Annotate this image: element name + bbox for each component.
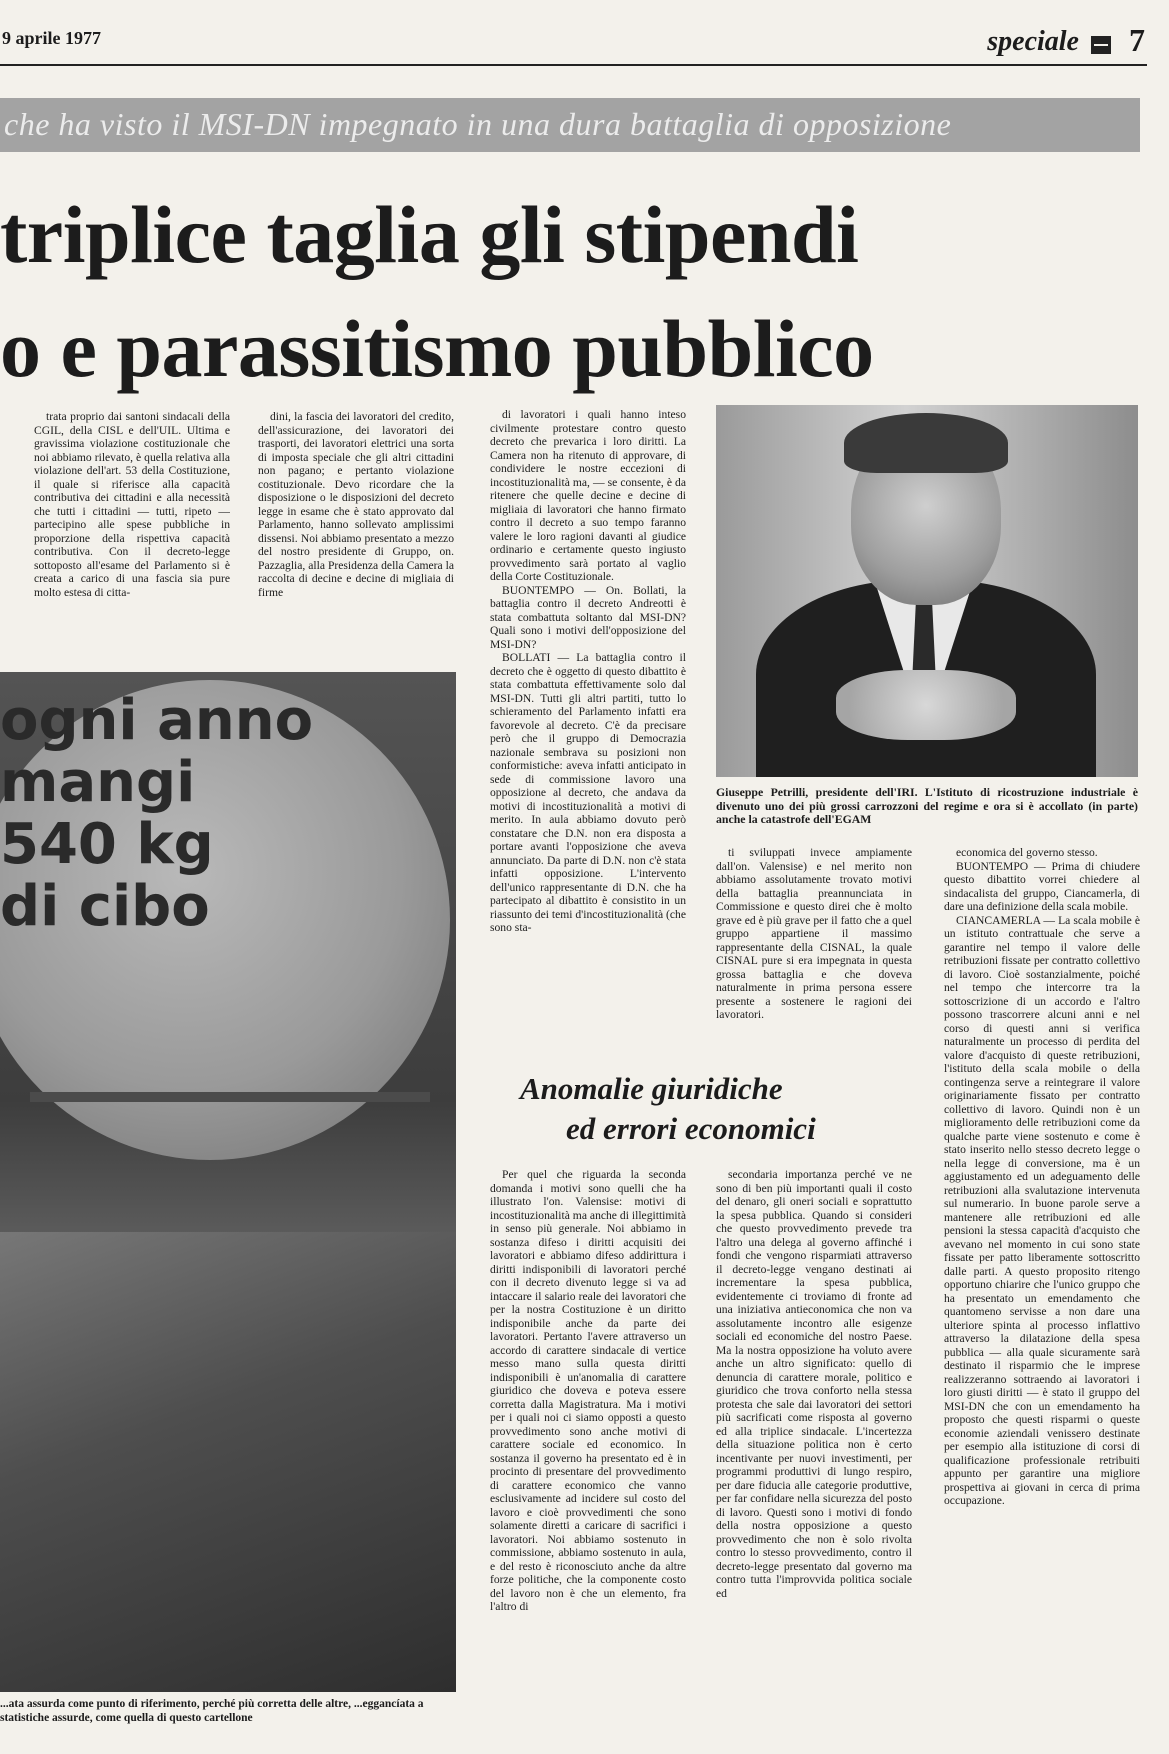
billboard-line: ogni anno (0, 688, 314, 753)
paragraph: CIANCAMERLA — La scala mobile è un istituto contrattuale che serve a garantire nel tempo il valore delle retribuzioni fissate per contratto collettivo di lavoro. Cioè sostanzialmente, poiché nel tempo che intercorre tra la sottoscrizione di un accordo e l'altro possono trascorrere alcuni anni e nel corso di questi anni si verifica naturalmente un processo di perdita del valore d'acquisto di queste retribuzioni, l'istituto della scala mobile o della contingenza serve a reintegrare il valore originariamente fissato per contratto collettivo di lavoro. Quindi non è un miglioramento delle retribuzioni come da qualche parte viene sostenuto e come è stato inserito nello stesso decreto legge o nella legge di conversione, ma è un aggiustamento ed un adeguamento delle retribuzioni alla svalutazione intervenuta sul numerario. In buone parole serve a mantenere alle retribuzioni ed alle pensioni la stessa capacità d'acquisto che avevano nel momento in cui sono state fissate per patto liberamente sottoscritto dalle parti. A questo proposito ritengo opportuno chiarire che l'unico gruppo che ha presentato un emendamento che quantomeno servisse a non dare una ulteriore spinta al processo inflattivo attraverso la dilatazione della spesa pubblica — alla quale sicuramente sarà destinato il risparmio che le imprese realizzeranno sottraendo ai lavoratori i loro giusti diritti — è stato il gruppo del MSI-DN che con un emendamento ha proposto che questi risparmi o queste economie aziendali venissero destinate per esempio alla istituzione di corsi di qualificazione professionale retribuiti appunto per garantire una migliore prospettiva ai giovani in cerca di prima occupazione. (944, 913, 1140, 1507)
photo-foreground (0, 1232, 456, 1692)
headline-line-1: triplice taglia gli stipendi (0, 189, 859, 280)
paragraph: BOLLATI — La battaglia contro il decreto che è oggetto di questo dibattito è stata combattuta effettivamente solo dal MSI-DN. Tutti gli altri partiti, tutto lo schieramento del Parlamento infatti era favorevole al decreto. C'è da precisare però che il gruppo di Democrazia nazionale sembrava su posizioni non conformistiche: aveva infatti anticipato in sede di commissione lavoro una opposizione al decreto, che andava da motivi di incostituzionalità a motivi di merito. In aula abbiamo dovuto però constatare che D.N. non era disposta a portare avanti l'opposizione che aveva annunciato. Da parte di D.N. non c'è stata infatti opposizione. L'intervento dell'unico rappresentante di D.N. che ha partecipato al dibattito è consistito in un riassunto dei temi d'incostituzionalità (che sono sta- (490, 651, 686, 934)
header-rule (0, 64, 1147, 66)
portrait-hair (844, 413, 1008, 473)
article-column-4 (716, 846, 912, 1051)
billboard-line: di cibo (0, 874, 210, 939)
article-column-3 (490, 408, 686, 1048)
billboard-lettering (0, 690, 340, 938)
paragraph: di lavoratori i quali hanno inteso civilmente protestare contro questo decreto che prevarica i loro diritti. La Camera non ha ritenuto di approvare, di condividere le nostre eccezioni di incostituzionalità ma, — se consente, è da ritenere che quelle decine e decine di migliaia di lavoratori che hanno firmato contro il decreto a suo tempo faranno valere le loro ragioni davanti al giudice ordinario e certamente questo ingiusto provvedimento sarà portato al vaglio della Corte Costituzionale. (490, 408, 686, 583)
subheading-line-1: Anomalie giuridiche (520, 1071, 783, 1106)
paragraph: Per quel che riguarda la seconda domanda i motivi sono quelli che ha illustrato l'on. Valensise: motivi di incostituzionalità ma anche di illegittimità in senso più generale. Noi abbiamo in sostanza difeso i diritti acquisiti dei lavoratori e abbiamo difeso addirittura i diritti indisponibili di lavoratori perché con il decreto divenuto legge si va ad intaccare il salario reale dei lavoratori che per la nostra Costituzione è un diritto indisponibile anche da parte dei lavoratori. Pertanto l'avere attraverso un accordo di carattere sindacale di vertice messo mano sulla questa diritti indisponibili è un'anomalia di carattere giuridico che doveva e poteva essere corretta dalla Magistratura. Ma i motivi per i quali noi ci siamo opposti a questo provvedimento sono anche motivi di carattere sociale ed economico. In sostanza il governo ha presentato ed è in procinto di presentare del provvedimento di carattere economico che vanno esclusivamente ad incidere sul costo del lavoro e cioè provvedimenti che sono solamente diretti a caricare di sacrifici i lavoratori. Noi abbiamo sostenuto in commissione, abbiamo sostenuto in aula, e del resto è riconosciuto anche da altre forze politiche, che la componente costo del lavoro non è che un elemento, fra l'altro di (490, 1168, 686, 1613)
portrait-hands (836, 670, 1016, 740)
article-column-4-lower (716, 1168, 912, 1708)
portrait-caption: Giuseppe Petrilli, presidente dell'IRI. L'Istituto di ricostruzione industriale è divenuto uno dei più grossi carrozzoni del regime e ora si è accollato (in parte) anche la catastrofe dell'EGAM (716, 785, 1138, 826)
billboard-line: mangi (0, 750, 196, 815)
paragraph: BUONTEMPO — Prima di chiudere questo dibattito vorrei chiedere al sindacalista del gruppo, Ciancamerla, di dare una definizione della scala mobile. (944, 859, 1140, 913)
billboard-frame (30, 1092, 430, 1102)
paragraph: trata proprio dai santoni sindacali della CGIL, della CISL e dell'UIL. Ultima e gravissima violazione costituzionale che noi abbiamo rilevato, è quella relativa alla violazione dell'art. 53 della Costituzione, il quale si riferisce alla capacità contributiva dei cittadini e alla necessità che tutti i cittadini — tutti, ripeto — partecipino alle spese pubbliche in proporzione della rispettiva capacità contributiva. Con il decreto-legge sottoposto all'esame del Parlamento si è creata a carico di una fascia sia pure molto estesa di citta- (34, 410, 230, 599)
paragraph: economica del governo stesso. (956, 846, 1098, 859)
article-column-3-lower (490, 1168, 686, 1708)
article-column-5 (944, 846, 1140, 1706)
section-name: speciale (987, 26, 1079, 57)
portrait-photo (716, 405, 1138, 777)
article-column-2 (258, 410, 454, 652)
page-number: 7 (1129, 22, 1145, 58)
section-square-icon (1091, 36, 1111, 54)
billboard-line: 540 kg (0, 812, 214, 877)
paragraph: dini, la fascia dei lavoratori del credito, dell'assicurazione, dei lavoratori dei trasporti, dei lavoratori elettrici una sorta di imposta speciale che gli altri cittadini non pagano; e pertanto violazione costituzionale. Devo ricordare che la disposizione o le disposizioni del decreto legge in esame che è stato approvato dal Parlamento, hanno sollevato amplissimi dissensi. Noi abbiamo presentato a mezzo del nostro presidente di Gruppo, on. Pazzaglia, alla Presidenza della Camera la raccolta di decine e decine di migliaia di firme (258, 410, 454, 599)
billboard-photo (0, 672, 456, 1692)
article-column-1 (34, 410, 230, 652)
issue-date: 9 aprile 1977 (2, 28, 101, 48)
subheading-line-2: ed errori economici (566, 1111, 816, 1146)
billboard-caption: ...ata assurda come punto di riferimento, perché più corretta delle altre, ...eggancíata a statistiche assurde, come quella di questo cartellone (0, 1698, 424, 1724)
kicker-text: che ha visto il MSI-DN impegnato in una dura battaglia di opposizione (4, 106, 952, 142)
paragraph: secondaria importanza perché ve ne sono di ben più importanti quali il costo del denaro, gli oneri sociali e soprattutto la spesa pubblica. Quando si consideri che questo provvedimento prevede tra l'altro una delega al governo affinché i fondi che vengono risparmiati attraverso il decreto-legge vengano destinati ai incrementare la spesa pubblica, evidentemente ci troviamo di fronte ad una iniziativa antieconomica che non va assolutamente incontro alle esigenze sociali ed economiche del nostro Paese. Ma la nostra opposizione ha voluto avere anche un altro significato: quello di denuncia di carattere morale, politico e giuridico che trova conforto nella stessa protesta che sale dai lavoratori dei settori più sacrificati come risposta al governo ed alla triplice sindacale. L'incertezza della situazione politica non è certo incentivante per nuovi investimenti, per programmi produttivi di lungo respiro, per dare fiducia alle categorie produttive, per far confidare nella sicurezza del posto di lavoro. Questi sono i motivi di fondo della nostra opposizione a questo provvedimento che non è solo rivolta contro lo stesso provvedimento, contro il decreto-legge presentato dal governo ma contro tutta l'improvvida politica sociale ed (716, 1168, 912, 1600)
kicker-banner (0, 98, 1140, 152)
headline-line-2: o e parassitismo pubblico (0, 303, 874, 394)
paragraph: ti sviluppati invece ampiamente dall'on. Valensise) e nel merito non abbiamo assolutamente trovato motivi della battaglia preannunciata in Commissione e questo direi che è molto grave ed è più grave per il fatto che a quel gruppo appartiene il massimo rappresentante della CISNAL, la quale CISNAL pure si era impegnata in questa grossa battaglia e che doveva naturalmente in prima persona essere presente a sostenere le ragioni dei lavoratori. (716, 846, 912, 1021)
paragraph: BUONTEMPO — On. Bollati, la battaglia contro il decreto Andreotti è stata combattuta soltanto dal MSI-DN? Quali sono i motivi dell'opposizione del MSI-DN? (490, 583, 686, 651)
